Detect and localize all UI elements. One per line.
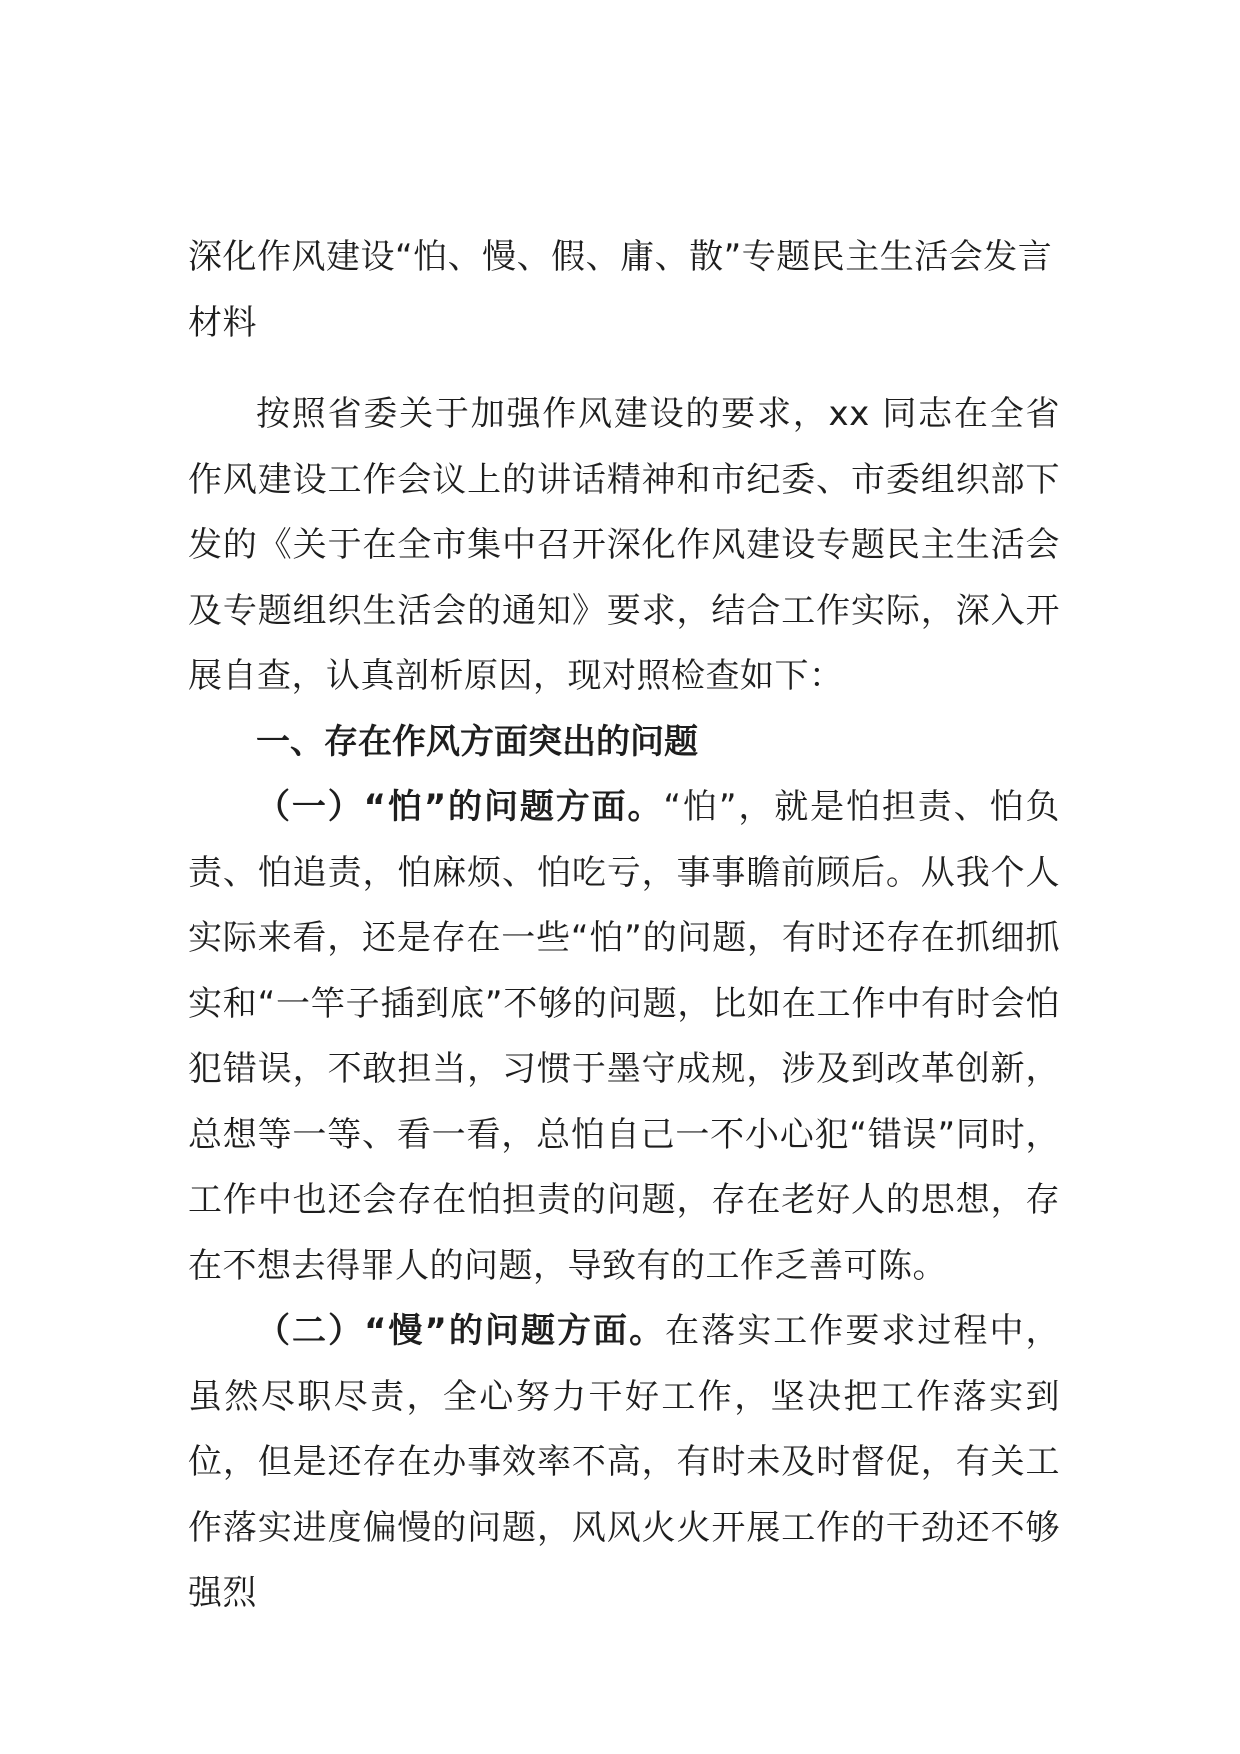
- section-1-item-2: [188, 1299, 1060, 1627]
- document-page: [188, 224, 1060, 1627]
- document-title: 深化作风建设“怕、慢、假、庸、散”专题民主生活会发言材料: [188, 237, 1053, 343]
- item-1-lead: （一）“怕”的问题方面。: [256, 787, 664, 827]
- section-heading-1: 一、存在作风方面突出的问题: [256, 721, 698, 762]
- intro-paragraph: 按照省委关于加强作风建设的要求，xx 同志在全省作风建设工作会议上的讲话精神和市纪委、市委组织部下发的《关于在全市集中召开深化作风建设专题民主生活会及专题组织生活会的通知》要求，结合工作实际，深入开展自查，认真剖析原因，现对照检查如下：: [188, 394, 1060, 696]
- section-1-item-1: [188, 775, 1060, 1299]
- item-2-text: 在落实工作要求过程中，虽然尽职尽责，全心努力干好工作，坚决把工作落实到位，但是还存在办事效率不高，有时未及时督促，有关工作落实进度偏慢的问题，风风火火开展工作的干劲还不够强烈: [188, 1311, 1061, 1613]
- item-2-lead: （二）“慢”的问题方面。: [256, 1311, 666, 1351]
- item-1-text: “怕”，就是怕担责、怕负责、怕追责，怕麻烦、怕吃亏，事事瞻前顾后。从我个人实际来看，还是存在一些“怕”的问题，有时还存在抓细抓实和“一竿子插到底”不够的问题，比如在工作中有时会怕犯错误，不敢担当，习惯于墨守成规，涉及到改革创新，总想等一等、看一看，总怕自己一不小心犯“错误”同时，工作中也还会存在怕担责的问题，存在老好人的思想，存在不想去得罪人的问题，导致有的工作乏善可陈。: [188, 787, 1060, 1286]
